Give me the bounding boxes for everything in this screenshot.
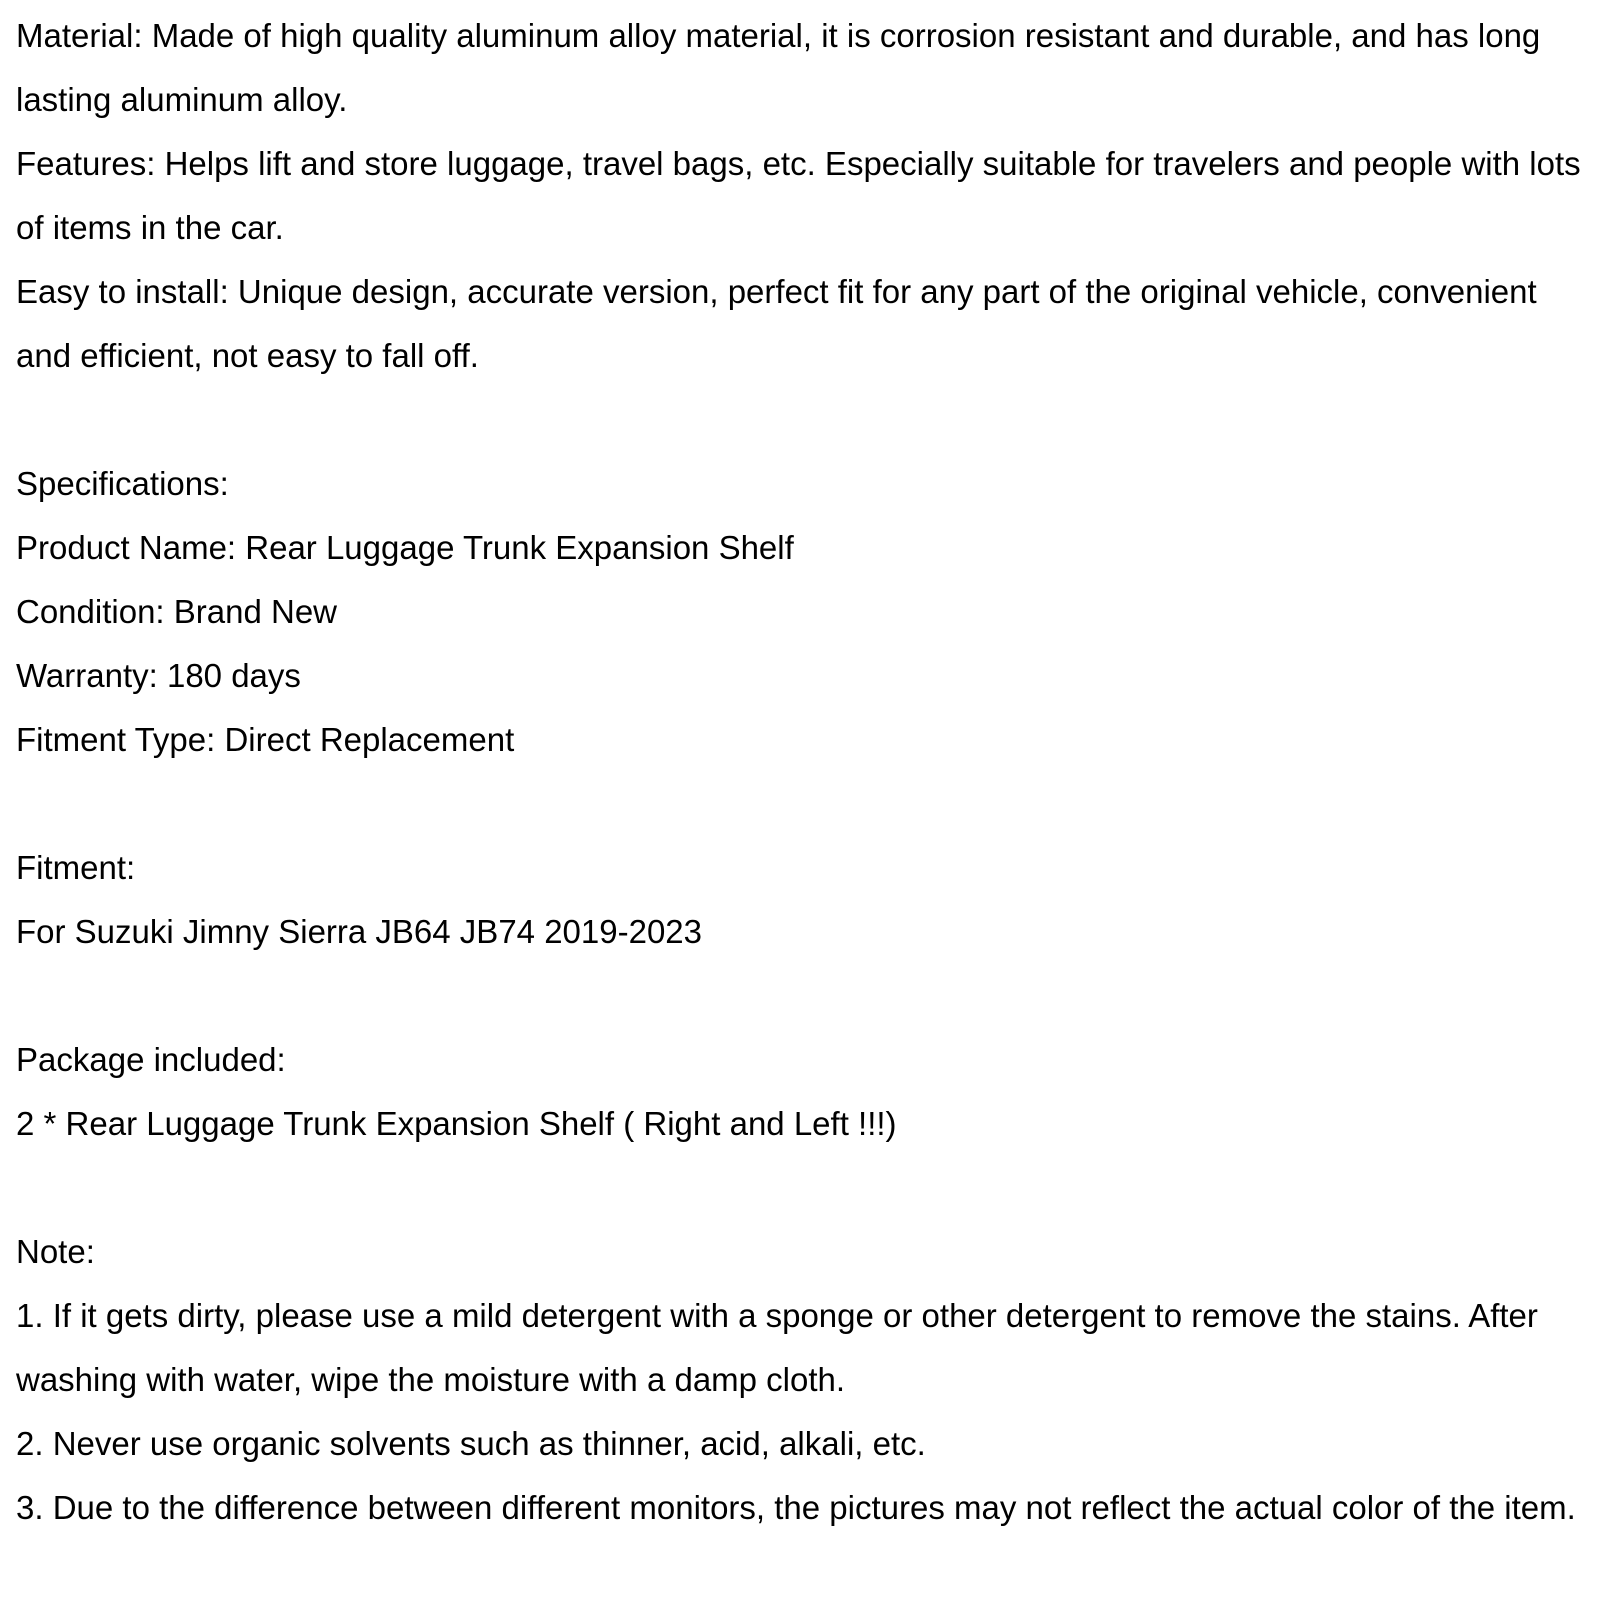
spec-warranty: Warranty: 180 days — [16, 657, 301, 694]
install-text: Easy to install: Unique design, accurate version, perfect fit for any part of the original vehicle, convenient and efficient, not easy to fall off. — [16, 273, 1537, 374]
spacer — [16, 388, 1590, 452]
package-item: 2 * Rear Luggage Trunk Expansion Shelf ( Right and Left !!!) — [16, 1105, 897, 1142]
spec-condition: Condition: Brand New — [16, 593, 338, 630]
fitment-vehicle: For Suzuki Jimny Sierra JB64 JB74 2019-2023 — [16, 913, 703, 950]
note-item-1: 1. If it gets dirty, please use a mild detergent with a sponge or other detergent to remove the stains. After washing with water, wipe the moisture with a damp cloth. — [16, 1297, 1538, 1398]
spacer — [16, 772, 1590, 836]
spacer — [16, 964, 1590, 1028]
package-heading: Package included: — [16, 1041, 286, 1078]
note-item-2: 2. Never use organic solvents such as thinner, acid, alkali, etc. — [16, 1425, 926, 1462]
note-heading: Note: — [16, 1233, 95, 1270]
features-text: Features: Helps lift and store luggage, travel bags, etc. Especially suitable for travelers and people with lots of items in the car. — [16, 145, 1581, 246]
material-text: Material: Made of high quality aluminum alloy material, it is corrosion resistant and durable, and has long lasting aluminum alloy. — [16, 17, 1541, 118]
specifications-heading: Specifications: — [16, 465, 229, 502]
spacer — [16, 1156, 1590, 1220]
note-item-3: 3. Due to the difference between different monitors, the pictures may not reflect the actual color of the item. — [16, 1489, 1576, 1526]
spec-fitment-type: Fitment Type: Direct Replacement — [16, 721, 515, 758]
fitment-heading: Fitment: — [16, 849, 136, 886]
spec-product-name: Product Name: Rear Luggage Trunk Expansion Shelf — [16, 529, 794, 566]
